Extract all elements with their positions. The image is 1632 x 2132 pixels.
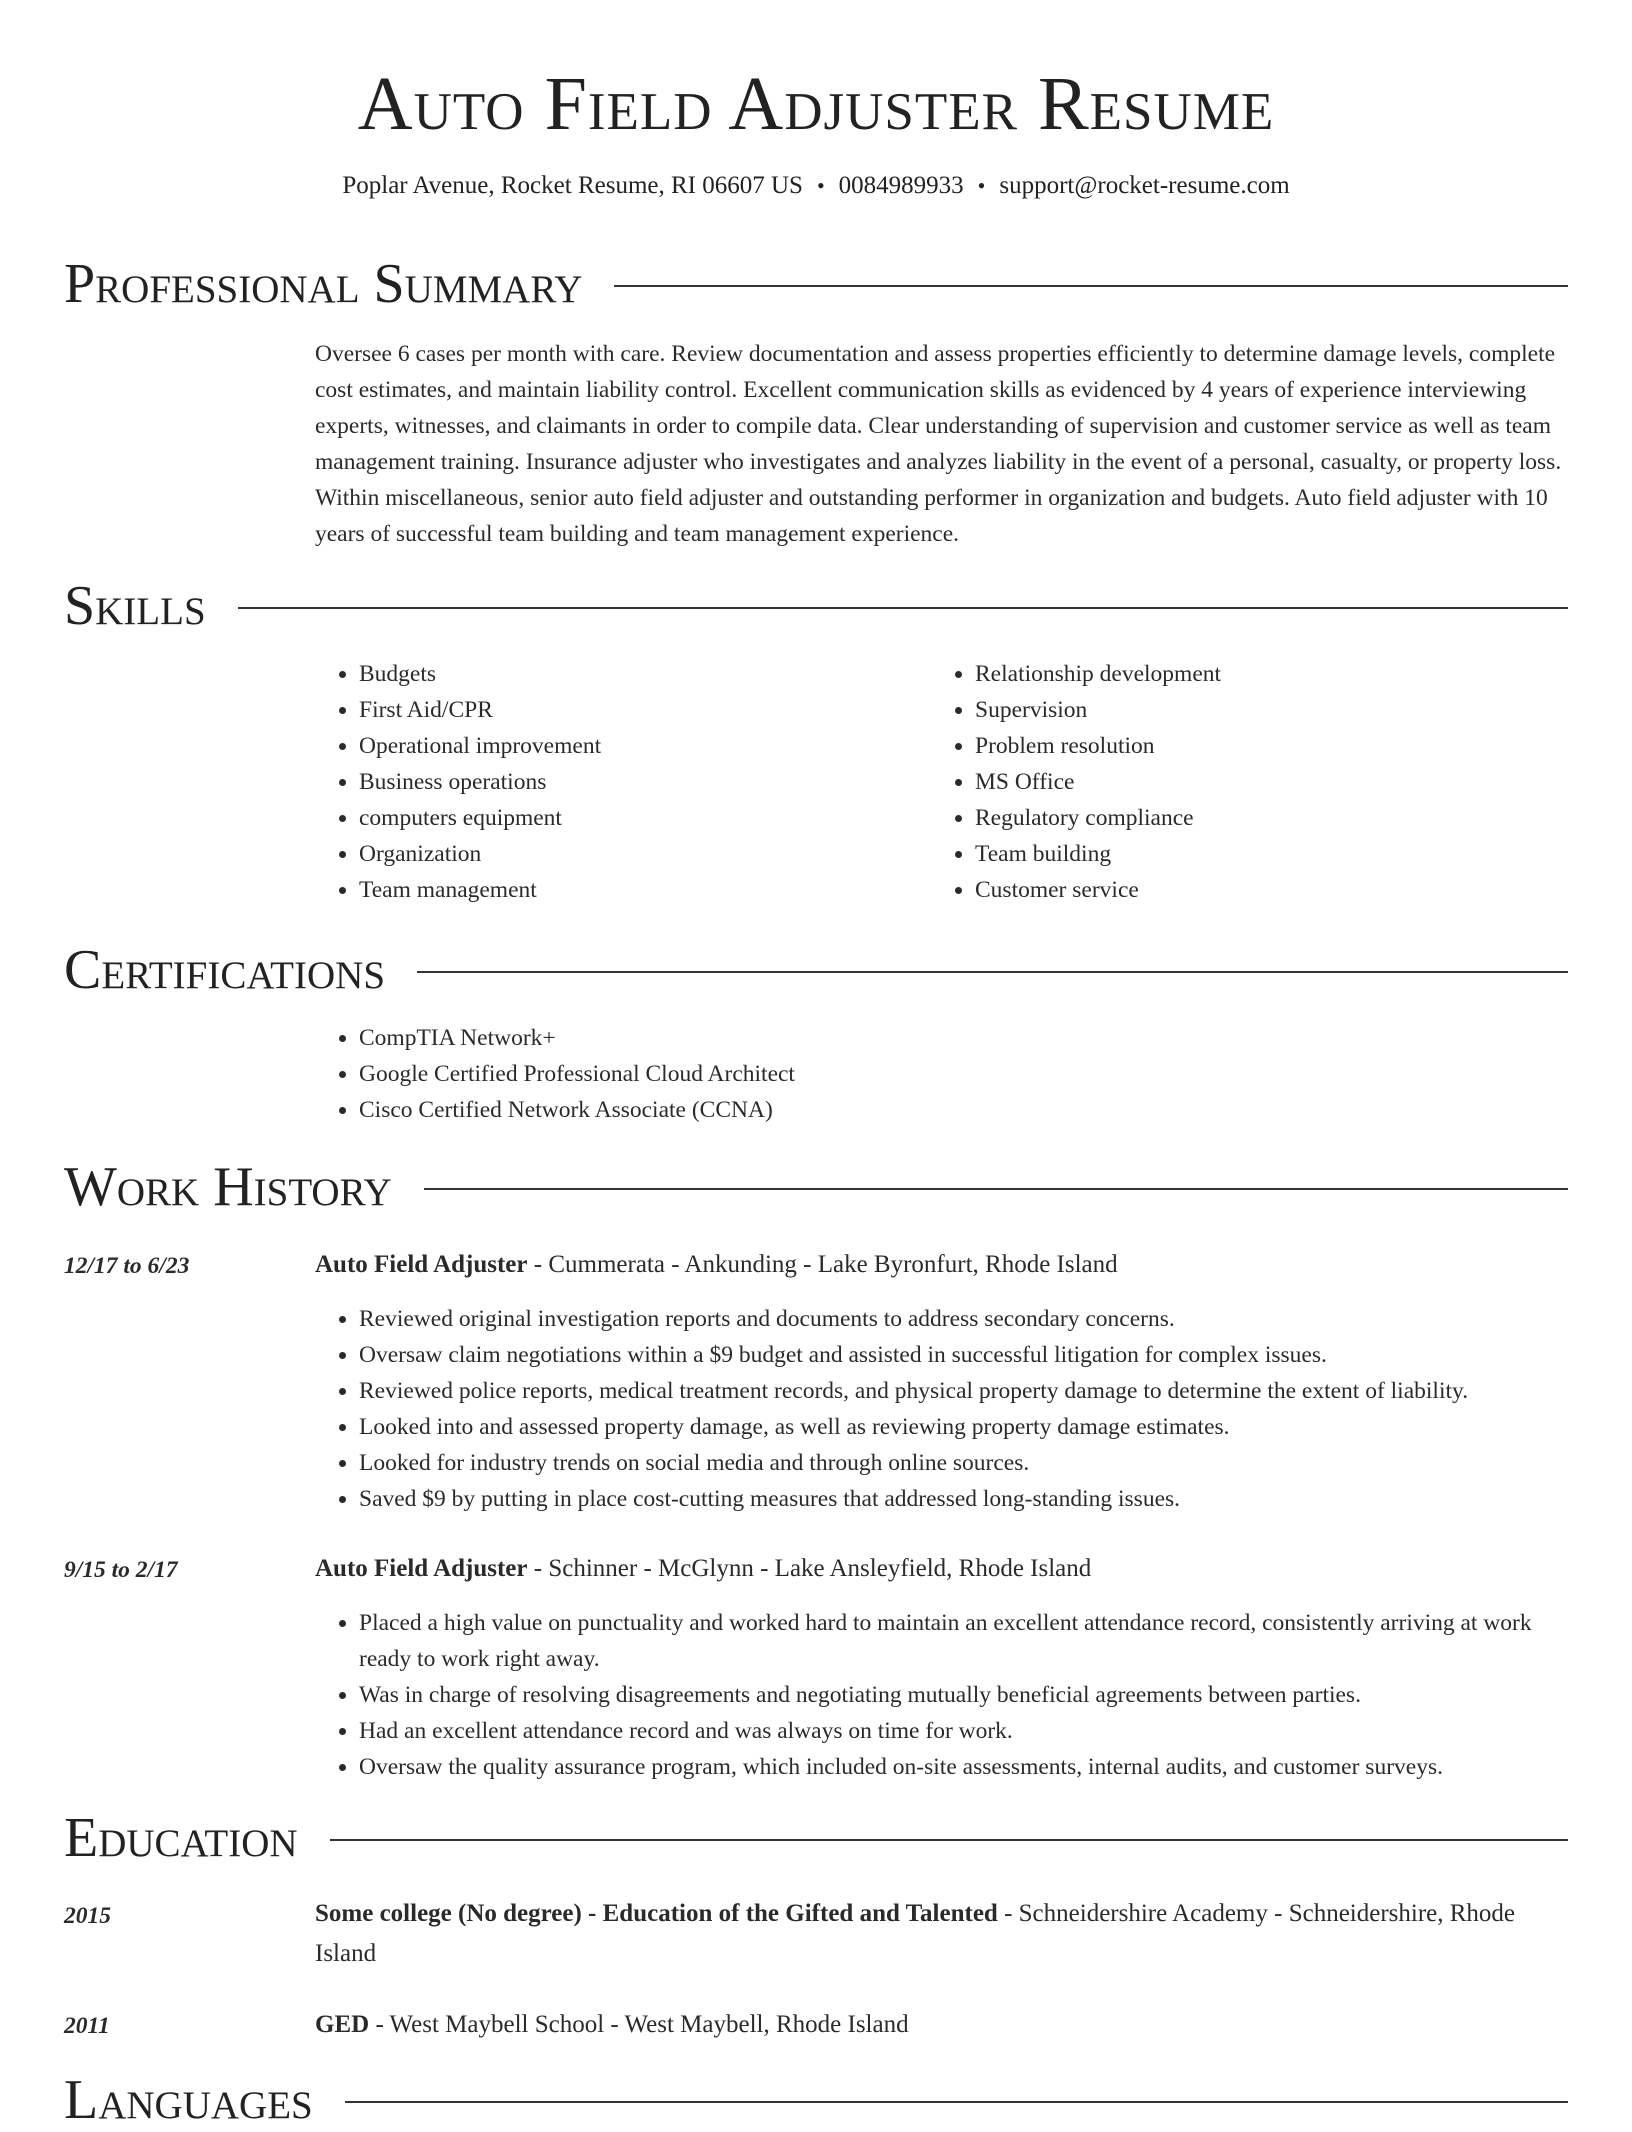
skill-item: • Regulatory compliance — [975, 800, 1531, 836]
job-duties-list — [315, 1605, 1570, 1785]
skill-item: • Relationship development — [975, 656, 1531, 692]
work-section-header — [64, 1155, 1568, 1219]
education-year: 2015 — [64, 1903, 111, 1929]
section-divider — [424, 1188, 1568, 1190]
certification-item: • CompTIA Network+ — [359, 1020, 1570, 1056]
job-heading — [315, 1245, 1570, 1285]
certification-item: • Google Certified Professional Cloud Architect — [359, 1056, 1570, 1092]
resume-page — [64, 0, 1568, 2131]
education-entry — [315, 1894, 1570, 1974]
skill-item: • computers equipment — [359, 800, 915, 836]
summary-section-header — [64, 252, 1568, 316]
education-section-header — [64, 1806, 1568, 1870]
education-degree: GED — [315, 2011, 370, 2038]
education-school: - Schneidershire Academy - Schneidershire, Rhode Island — [315, 1900, 1516, 1967]
job-dates: 9/15 to 2/17 — [64, 1557, 178, 1583]
job-duty-item: • Was in charge of resolving disagreements and negotiating mutually beneficial agreements between parties. — [359, 1677, 1570, 1713]
job-duties — [315, 1301, 1570, 1517]
skill-item: • Operational improvement — [359, 728, 915, 764]
skill-item: • Supervision — [975, 692, 1531, 728]
section-divider — [330, 1839, 1568, 1841]
section-divider — [417, 971, 1568, 973]
languages-section-title: Languages — [64, 2069, 313, 2131]
summary-paragraph: Oversee 6 cases per month with care. Review documentation and assess properties efficiently to determine damage levels, complete cost estimates, and maintain liability control. Excellent communication skills as evidenced by 4 years of experience interviewing experts, witnesses, and claimants in order to compile data. Clear understanding of supervision and customer service as well as team management training. Insurance adjuster who investigates and analyzes liability in the event of a personal, casualty, or property loss. Within miscellaneous, senior auto field adjuster and outstanding performer in organization and budgets. Auto field adjuster with 10 years of successful team building and team management experience. — [315, 341, 1562, 547]
certifications-section-title: Certifications — [64, 939, 386, 1001]
skill-item: • First Aid/CPR — [359, 692, 915, 728]
skill-item: • Organization — [359, 836, 915, 872]
job-duty-item: • Oversaw the quality assurance program, which included on-site assessments, internal audits, and customer surveys. — [359, 1749, 1570, 1785]
job-role: Auto Field Adjuster — [315, 1251, 528, 1278]
skills-section-title: Skills — [64, 575, 206, 637]
skills-list-right — [931, 656, 1531, 908]
education-degree: Some college (No degree) - Education of the Gifted and Talented — [315, 1900, 998, 1927]
languages-section-header — [64, 2068, 1568, 2132]
section-divider — [238, 607, 1568, 609]
job-duty-item: • Looked for industry trends on social media and through online sources. — [359, 1445, 1570, 1481]
job-duties-list — [315, 1301, 1570, 1517]
skill-item: • Problem resolution — [975, 728, 1531, 764]
job-duty-item: • Had an excellent attendance record and was always on time for work. — [359, 1713, 1570, 1749]
job-duty-item: • Placed a high value on punctuality and worked hard to maintain an excellent attendance record, consistently arriving at work ready to work right away. — [359, 1605, 1570, 1677]
resume-title: Auto Field Adjuster Resume — [357, 62, 1275, 146]
education-school: - West Maybell School - West Maybell, Rhode Island — [369, 2011, 909, 2038]
education-entry — [315, 2005, 1570, 2045]
skills-column-left — [315, 656, 915, 908]
contact-separator: • — [977, 173, 986, 198]
certification-item: • Cisco Certified Network Associate (CCNA) — [359, 1092, 1570, 1128]
skills-column-right — [931, 656, 1531, 908]
summary-section-title: Professional Summary — [64, 253, 583, 315]
job-employer: - Cummerata - Ankunding - Lake Byronfurt, Rhode Island — [527, 1251, 1118, 1278]
job-duty-item: • Reviewed police reports, medical treatment records, and physical property damage to determine the extent of liability. — [359, 1373, 1570, 1409]
skills-list-left — [315, 656, 915, 908]
skills-section-header — [64, 574, 1568, 638]
contact-line — [64, 170, 1568, 202]
education-year: 2011 — [64, 2013, 110, 2039]
job-heading — [315, 1549, 1570, 1589]
section-divider — [614, 285, 1568, 287]
contact-email: support@rocket-resume.com — [999, 172, 1290, 199]
skill-item: • Budgets — [359, 656, 915, 692]
skill-item: • Customer service — [975, 872, 1531, 908]
skill-item: • Business operations — [359, 764, 915, 800]
job-duty-item: • Looked into and assessed property damage, as well as reviewing property damage estimates. — [359, 1409, 1570, 1445]
job-dates: 12/17 to 6/23 — [64, 1253, 190, 1279]
skill-item: • Team building — [975, 836, 1531, 872]
skill-item: • Team management — [359, 872, 915, 908]
certifications-block — [315, 1020, 1570, 1128]
skill-item: • MS Office — [975, 764, 1531, 800]
work-section-title: Work History — [64, 1156, 392, 1218]
certifications-section-header — [64, 938, 1568, 1002]
section-divider — [345, 2101, 1568, 2103]
education-section-title: Education — [64, 1807, 298, 1869]
job-role: Auto Field Adjuster — [315, 1555, 528, 1582]
certifications-list — [315, 1020, 1570, 1128]
job-duty-item: • Reviewed original investigation reports and documents to address secondary concerns. — [359, 1301, 1570, 1337]
job-duty-item: • Oversaw claim negotiations within a $9 budget and assisted in successful litigation for complex issues. — [359, 1337, 1570, 1373]
contact-address: Poplar Avenue, Rocket Resume, RI 06607 US — [342, 172, 803, 199]
contact-phone: 0084989933 — [838, 172, 964, 199]
contact-separator: • — [816, 173, 825, 198]
job-duties — [315, 1605, 1570, 1785]
job-employer: - Schinner - McGlynn - Lake Ansleyfield, Rhode Island — [527, 1555, 1092, 1582]
job-duty-item: • Saved $9 by putting in place cost-cutting measures that addressed long-standing issues. — [359, 1481, 1570, 1517]
